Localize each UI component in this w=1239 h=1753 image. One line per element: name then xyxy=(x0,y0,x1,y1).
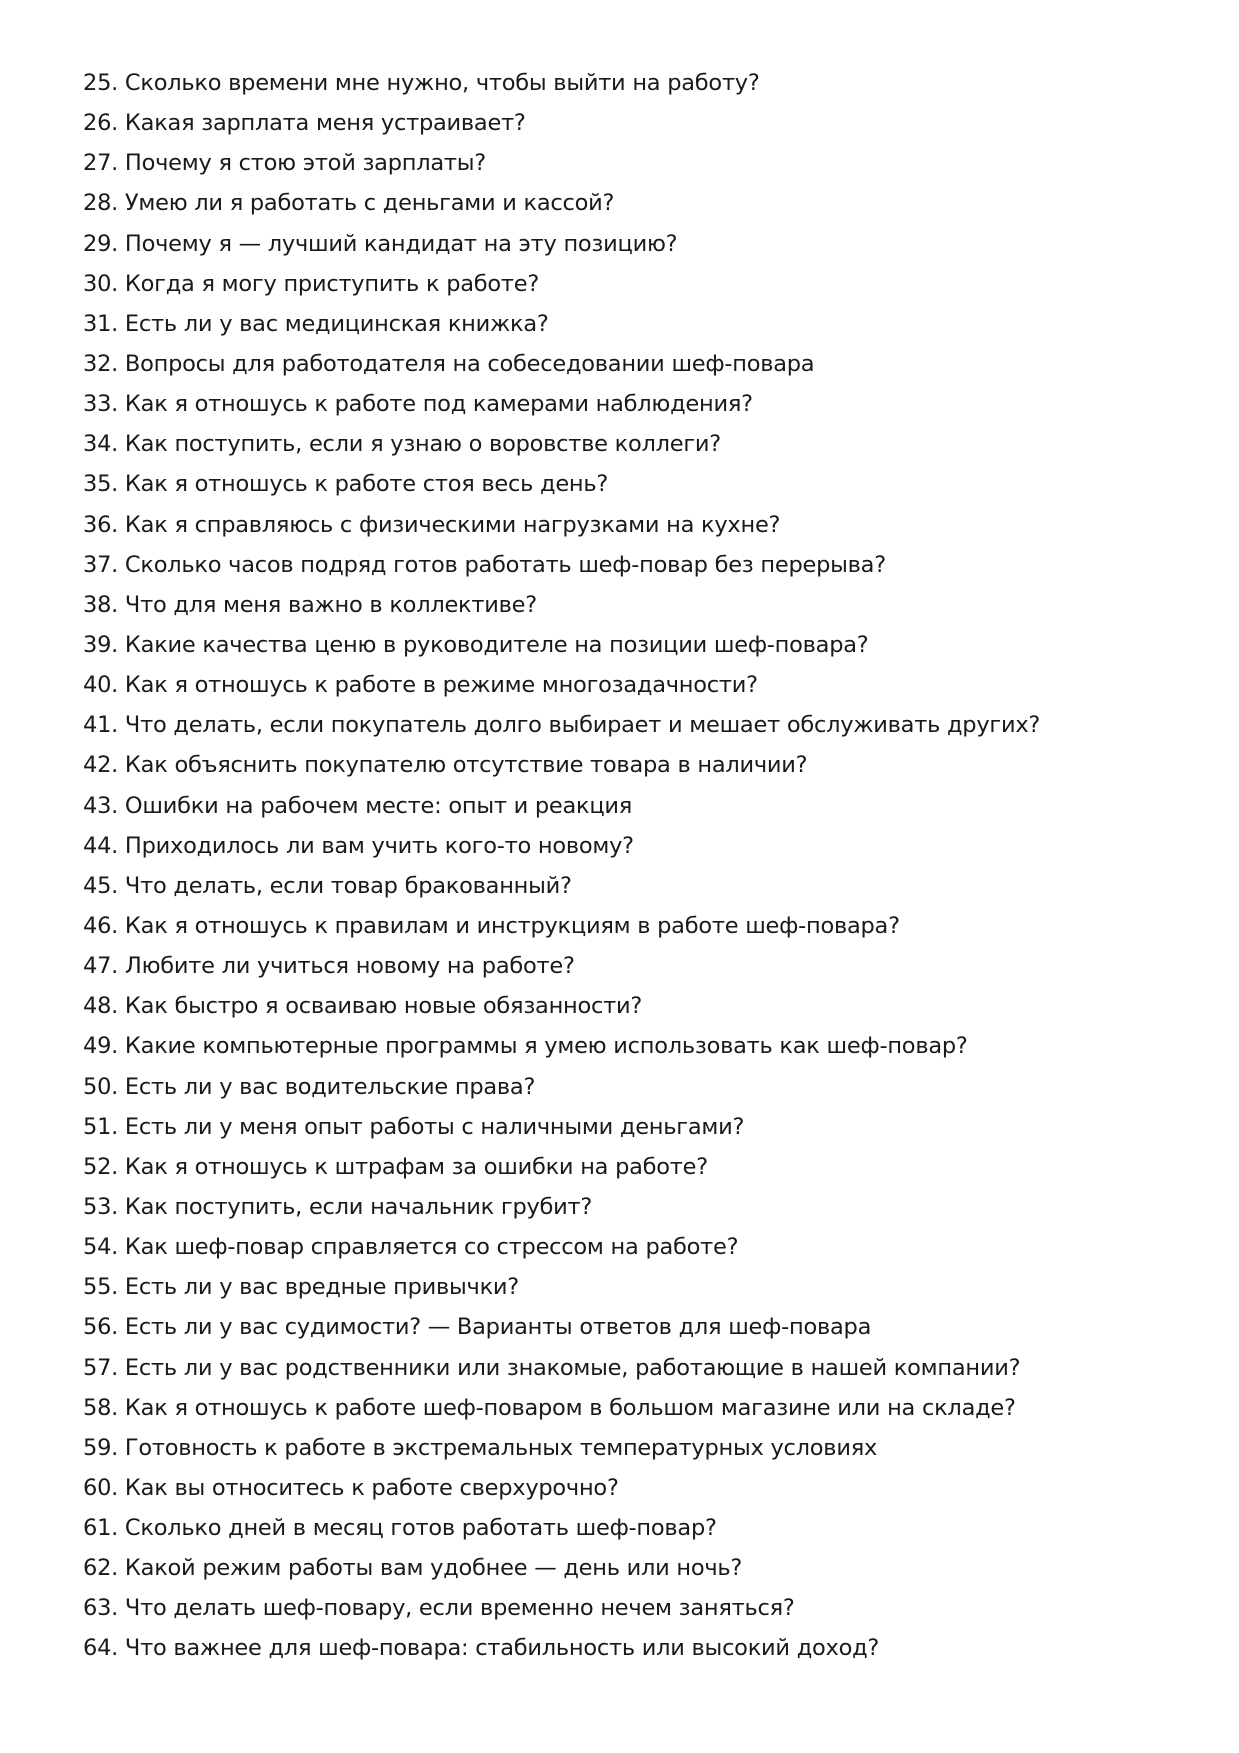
list-item: 39. Какие качества ценю в руководителе на позиции шеф-повара? xyxy=(83,631,869,658)
list-item: 31. Есть ли у вас медицинская книжка? xyxy=(83,310,549,337)
list-item: 59. Готовность к работе в экстремальных температурных условиях xyxy=(83,1434,878,1461)
list-item: 43. Ошибки на рабочем месте: опыт и реакция xyxy=(83,792,633,819)
list-item: 41. Что делать, если покупатель долго выбирает и мешает обслуживать других? xyxy=(83,712,1041,739)
list-item: 58. Как я отношусь к работе шеф-поваром в большом магазине или на складе? xyxy=(83,1394,1016,1421)
list-item: 42. Как объяснить покупателю отсутствие товара в наличии? xyxy=(83,752,808,779)
list-item: 64. Что важнее для шеф-повара: стабильность или высокий доход? xyxy=(83,1635,880,1662)
list-item: 27. Почему я стою этой зарплаты? xyxy=(83,150,486,177)
list-item: 50. Есть ли у вас водительские права? xyxy=(83,1073,536,1100)
list-item: 29. Почему я — лучший кандидат на эту позицию? xyxy=(83,230,678,257)
list-item: 53. Как поступить, если начальник грубит? xyxy=(83,1193,593,1220)
list-item: 28. Умею ли я работать с деньгами и кассой? xyxy=(83,190,615,217)
list-item: 49. Какие компьютерные программы я умею использовать как шеф-повар? xyxy=(83,1033,968,1060)
list-item: 48. Как быстро я осваиваю новые обязанности? xyxy=(83,993,643,1020)
list-item: 54. Как шеф-повар справляется со стрессом на работе? xyxy=(83,1234,739,1261)
list-item: 56. Есть ли у вас судимости? — Варианты ответов для шеф-повара xyxy=(83,1314,872,1341)
list-item: 44. Приходилось ли вам учить кого-то новому? xyxy=(83,832,634,859)
list-item: 36. Как я справляюсь с физическими нагрузками на кухне? xyxy=(83,511,781,538)
list-item: 60. Как вы относитесь к работе сверхурочно? xyxy=(83,1474,619,1501)
list-item: 34. Как поступить, если я узнаю о воровстве коллеги? xyxy=(83,431,721,458)
list-item: 26. Какая зарплата меня устраивает? xyxy=(83,110,526,137)
list-item: 62. Какой режим работы вам удобнее — день или ночь? xyxy=(83,1555,743,1582)
list-item: 46. Как я отношусь к правилам и инструкциям в работе шеф-повара? xyxy=(83,912,900,939)
list-item: 38. Что для меня важно в коллективе? xyxy=(83,591,537,618)
list-item: 47. Любите ли учиться новому на работе? xyxy=(83,953,575,980)
list-item: 55. Есть ли у вас вредные привычки? xyxy=(83,1274,519,1301)
list-item: 52. Как я отношусь к штрафам за ошибки на работе? xyxy=(83,1153,708,1180)
list-item: 33. Как я отношусь к работе под камерами наблюдения? xyxy=(83,391,753,418)
list-item: 35. Как я отношусь к работе стоя весь день? xyxy=(83,471,609,498)
question-list xyxy=(83,63,1040,1669)
list-item: 37. Сколько часов подряд готов работать шеф-повар без перерыва? xyxy=(83,551,886,578)
list-item: 32. Вопросы для работодателя на собеседовании шеф-повара xyxy=(83,350,815,377)
list-item: 30. Когда я могу приступить к работе? xyxy=(83,270,540,297)
list-item: 63. Что делать шеф-повару, если временно нечем заняться? xyxy=(83,1595,795,1622)
list-item: 61. Сколько дней в месяц готов работать шеф-повар? xyxy=(83,1515,717,1542)
list-item: 57. Есть ли у вас родственники или знакомые, работающие в нашей компании? xyxy=(83,1354,1021,1381)
list-item: 51. Есть ли у меня опыт работы с наличными деньгами? xyxy=(83,1113,745,1140)
list-item: 40. Как я отношусь к работе в режиме многозадачности? xyxy=(83,672,758,699)
list-item: 25. Сколько времени мне нужно, чтобы выйти на работу? xyxy=(83,70,760,96)
list-item: 45. Что делать, если товар бракованный? xyxy=(83,872,572,899)
